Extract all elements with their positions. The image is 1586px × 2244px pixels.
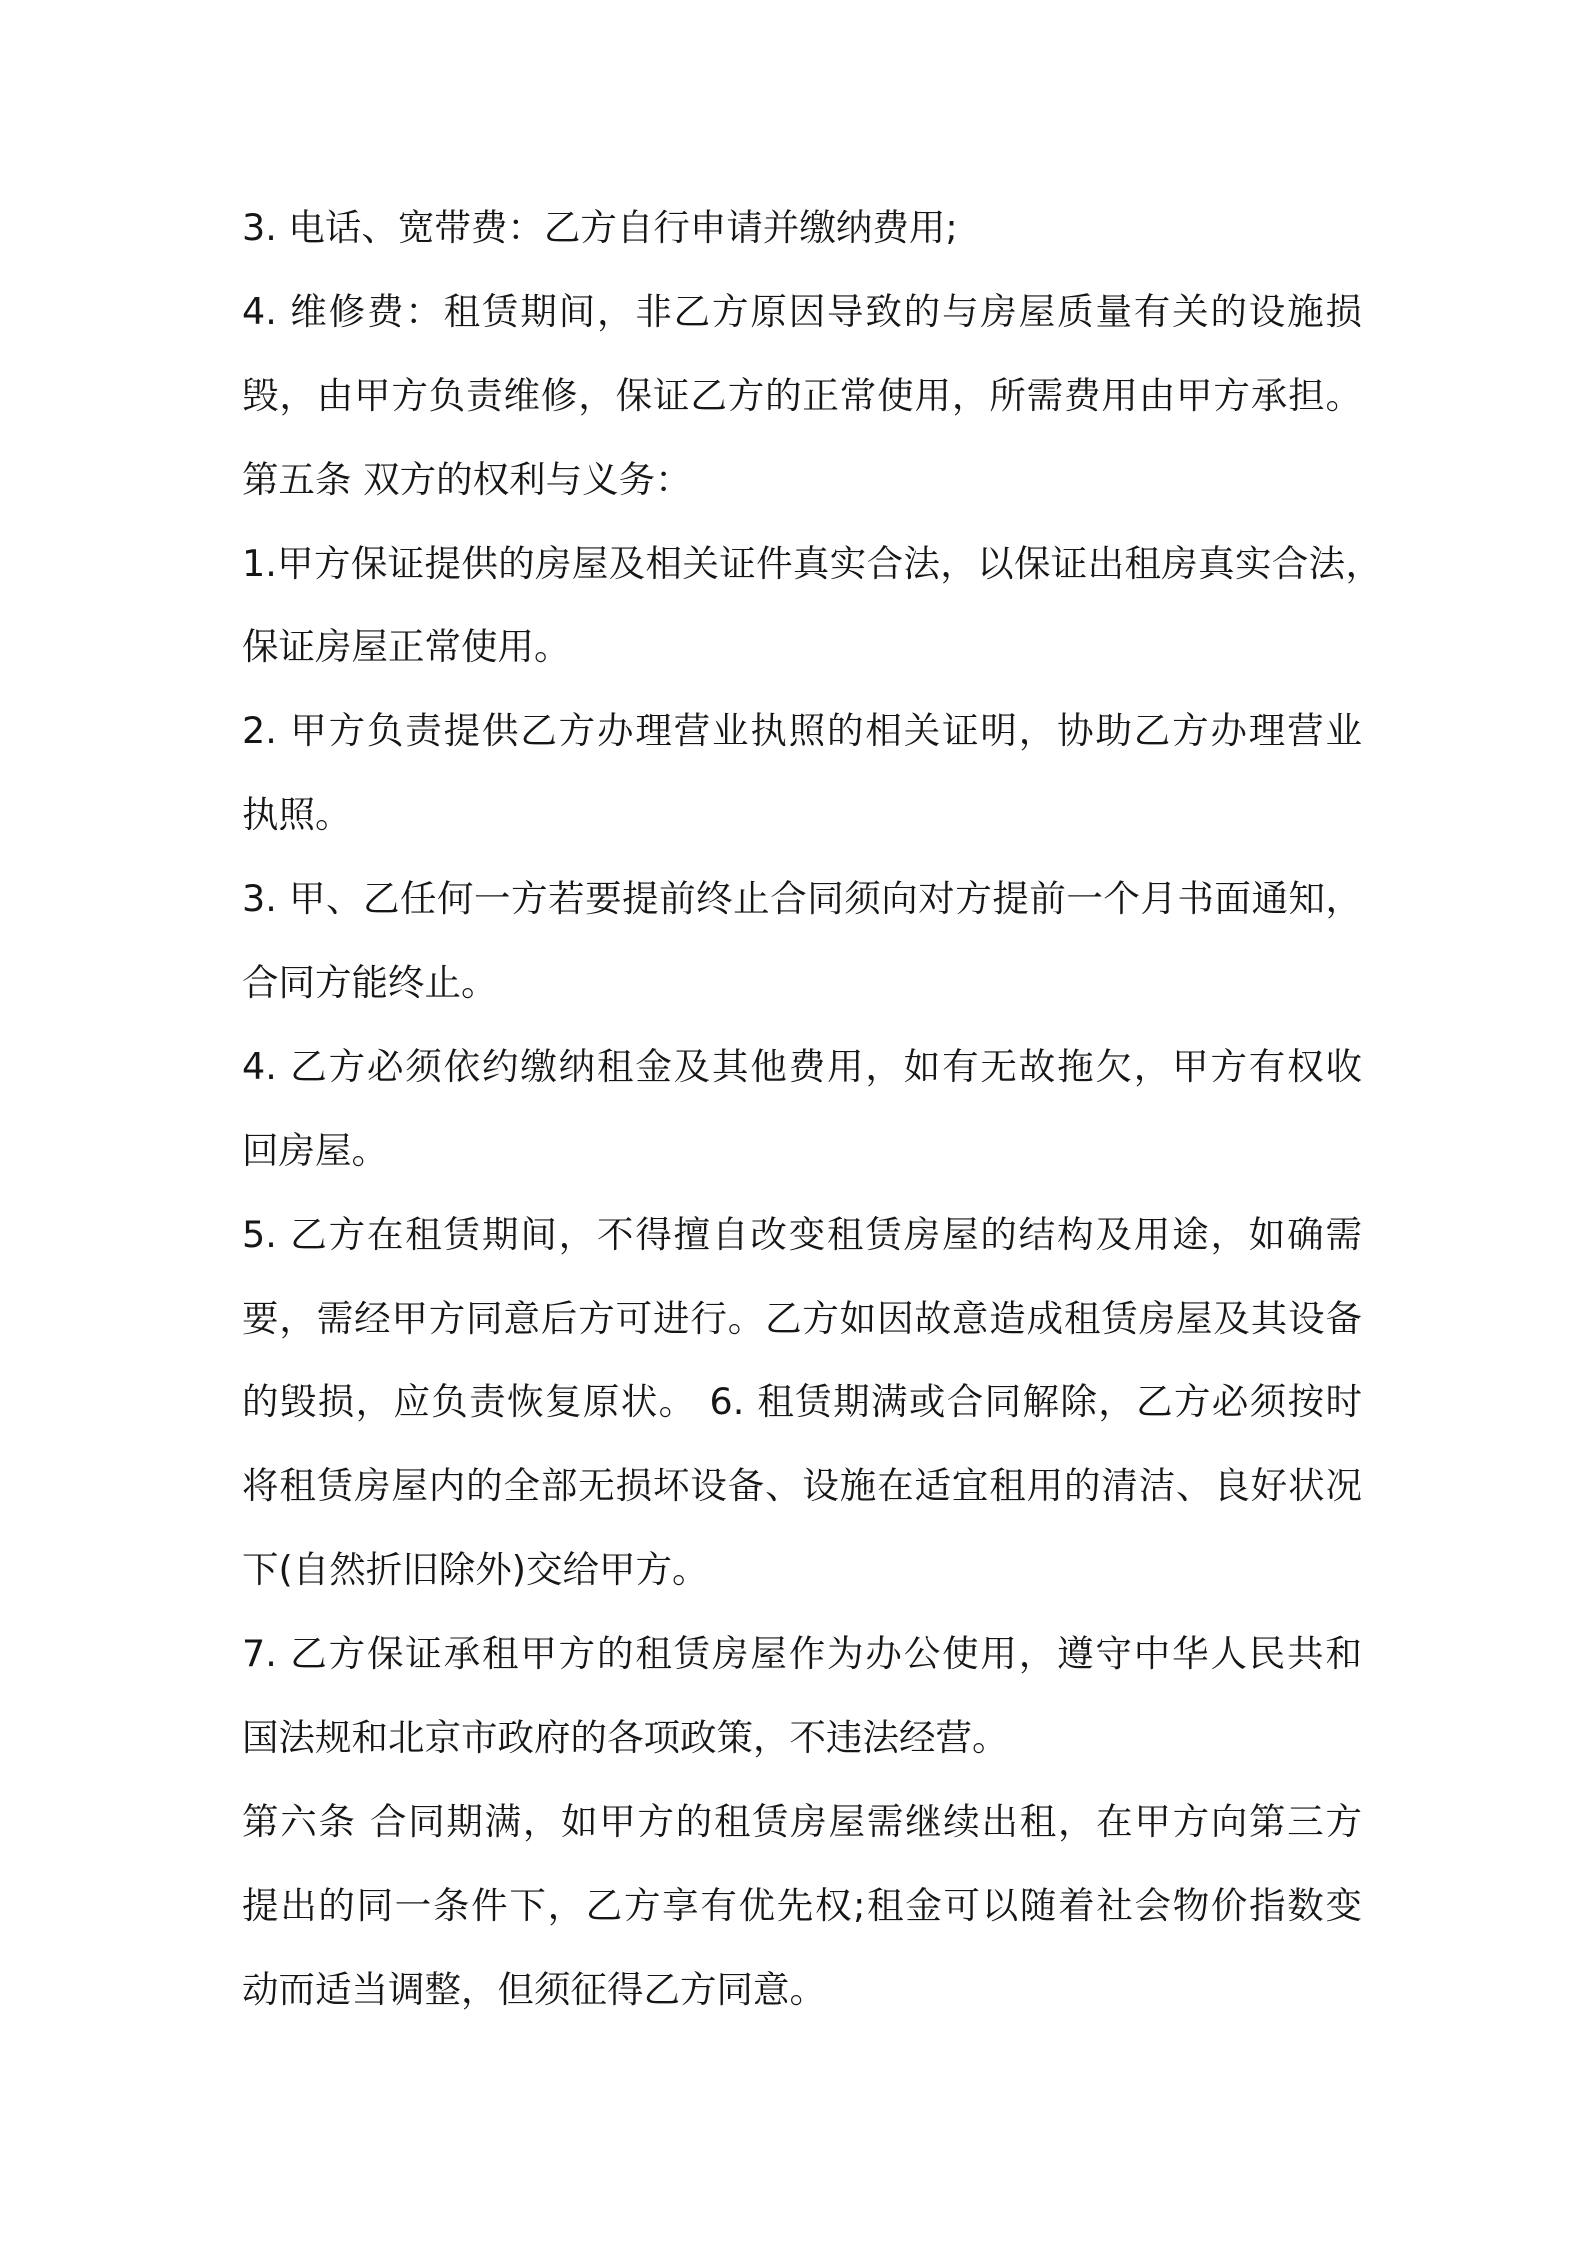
text-line: 4. 维修费：租赁期间，非乙方原因导致的与房屋质量有关的设施损 [242, 289, 1362, 333]
text-line: 合同方能终止。 [242, 961, 498, 1005]
text-line: 要，需经甲方同意后方可进行。乙方如因故意造成租赁房屋及其设备 [242, 1296, 1362, 1340]
clause-item-4 [242, 1025, 1382, 1193]
text-line: 7. 乙方保证承租甲方的租赁房屋作为办公使用，遵守中华人民共和 [242, 1632, 1362, 1676]
text-line: 的毁损，应负责恢复原状。 6. 租赁期满或合同解除，乙方必须按时 [242, 1380, 1362, 1424]
text-line: 1.甲方保证提供的房屋及相关证件真实合法，以保证出租房真实合法， [242, 541, 1382, 585]
text-line: 动而适当调整，但须征得乙方同意。 [242, 1967, 826, 2011]
clause-item-2 [242, 689, 1382, 857]
text-line: 执照。 [242, 793, 352, 837]
text-line: 保证房屋正常使用。 [242, 625, 571, 669]
article-6 [242, 1780, 1382, 2032]
clause-item-3 [242, 857, 1382, 1025]
text-line: 提出的同一条件下，乙方享有优先权;租金可以随着社会物价指数变 [242, 1883, 1362, 1927]
text-line: 下(自然折旧除外)交给甲方。 [242, 1548, 709, 1592]
text-line: 2. 甲方负责提供乙方办理营业执照的相关证明，协助乙方办理营业 [242, 709, 1362, 753]
clause-item-1 [242, 522, 1382, 690]
text-line: 4. 乙方必须依约缴纳租金及其他费用，如有无故拖欠，甲方有权收 [242, 1044, 1362, 1088]
text-line: 3. 电话、宽带费：乙方自行申请并缴纳费用; [242, 206, 958, 249]
clause-item-7 [242, 1612, 1382, 1780]
text-line: 将租赁房屋内的全部无损坏设备、设施在适宜租用的清洁、良好状况 [242, 1464, 1362, 1508]
document-body [242, 186, 1382, 2032]
section-heading: 第五条 双方的权利与义务： [242, 457, 692, 501]
text-line: 回房屋。 [242, 1128, 388, 1172]
clause-item-utilities [242, 186, 1382, 270]
text-line: 国法规和北京市政府的各项政策，不违法经营。 [242, 1716, 1009, 1760]
text-line: 第六条 合同期满，如甲方的租赁房屋需继续出租，在甲方向第三方 [242, 1799, 1362, 1843]
text-line: 5. 乙方在租赁期间，不得擅自改变租赁房屋的结构及用途，如确需 [242, 1212, 1362, 1256]
article-5-heading [242, 438, 1382, 522]
clause-item-maintenance [242, 270, 1382, 438]
text-line: 毁，由甲方负责维修，保证乙方的正常使用，所需费用由甲方承担。 [242, 373, 1362, 417]
clause-item-5-6 [242, 1193, 1382, 1612]
text-line: 3. 甲、乙任何一方若要提前终止合同须向对方提前一个月书面通知， [242, 877, 1362, 921]
